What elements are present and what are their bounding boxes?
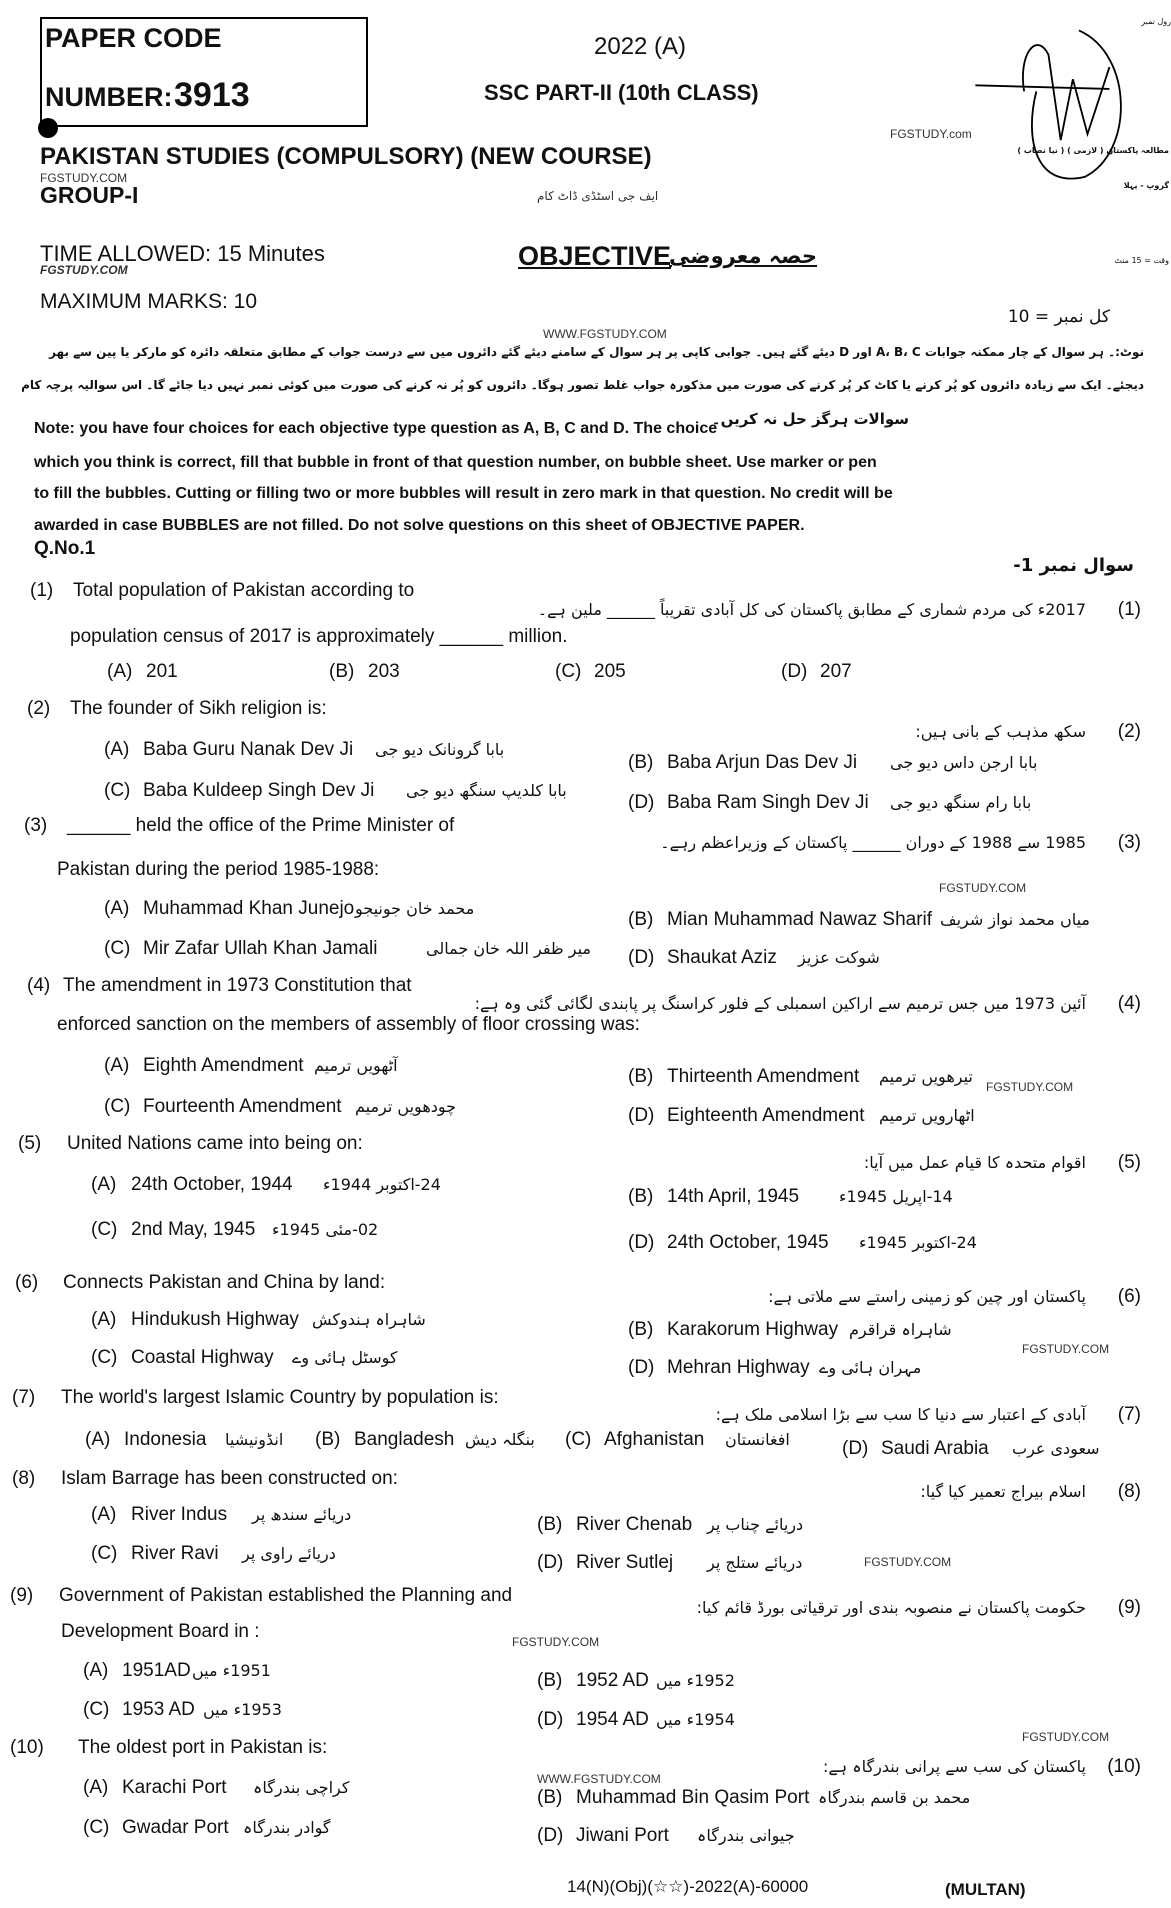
paper-code-footer: 14(N)(Obj)(☆☆)-2022(A)-60000 <box>567 1877 809 1896</box>
question-number-heading: Q.No.1 <box>34 538 96 559</box>
option-letter: (A) <box>83 1777 109 1798</box>
option-letter: (A) <box>91 1309 117 1330</box>
option-text-urdu: گوادر بندرگاہ <box>243 1818 331 1837</box>
option-text-urdu: محمد بن قاسم بندرگاہ <box>818 1788 971 1807</box>
option-text-urdu: آٹھویں ترمیم <box>314 1056 398 1075</box>
option-text-urdu: مہران ہائی وے <box>819 1358 922 1377</box>
question-text-urdu: 1985 سے 1988 کے دوران ______ پاکستان کے وزیراعظم رہے۔ <box>660 833 1086 852</box>
option-text: Baba Arjun Das Dev Ji <box>667 752 858 773</box>
question-text: The world's largest Islamic Country by population is: <box>61 1387 499 1408</box>
watermark: ایف جی اسٹڈی ڈاٹ کام <box>537 189 659 203</box>
option-text: 2nd May, 1945 <box>131 1219 256 1240</box>
option-letter: (A) <box>85 1429 111 1450</box>
watermark: FGSTUDY.com <box>890 127 972 141</box>
option-text-urdu: میر ظفر اللہ خان جمالی <box>426 939 591 958</box>
question-text: Islam Barrage has been constructed on: <box>61 1468 398 1489</box>
option-letter: (A) <box>104 739 130 760</box>
option-text: River Indus <box>131 1504 228 1525</box>
option-text-urdu: جیوانی بندرگاہ <box>697 1826 795 1845</box>
question-text-urdu: حکومت پاکستان نے منصوبہ بندی اور ترقیاتی بورڈ قائم کیا: <box>696 1598 1086 1617</box>
option-text: 14th April, 1945 <box>667 1186 800 1207</box>
option-text-urdu: بابا رام سنگھ دیو جی <box>890 793 1032 812</box>
note-urdu-line: دیجئے۔ ایک سے زیادہ دائروں کو پُر کرنے یا کاٹ کر پُر کرنے کی صورت میں مذکورہ جواب غلط تصور ہوگا۔ دائروں کو پُر نہ کرنے کی صورت میں کوئی نمبر نہیں دیا جائے گا۔ اس سوالیہ پرچہ کام <box>21 378 1144 392</box>
registration-dot <box>38 118 58 138</box>
option-text: Thirteenth Amendment <box>667 1066 860 1087</box>
option-text: Shaukat Aziz <box>667 947 777 968</box>
paper-code-label: PAPER CODE <box>45 23 222 53</box>
option-letter: (A) <box>107 661 133 682</box>
question-text-urdu: 2017ء کی مردم شماری کے مطابق پاکستان کی کل آبادی تقریباً ______ ملین ہے۔ <box>537 600 1086 619</box>
question-text-urdu: اقوام متحدہ کا قیام عمل میں آیا: <box>863 1153 1086 1172</box>
question-number: (7) <box>12 1387 36 1408</box>
question-number: (8) <box>12 1468 36 1489</box>
question-number-urdu: (8) <box>1117 1481 1141 1502</box>
option-text-urdu: شاہراہ ہندوکش <box>312 1310 426 1329</box>
option-text-urdu: 1953ء میں <box>203 1700 282 1719</box>
option-text: Indonesia <box>124 1429 207 1450</box>
option-letter: (D) <box>781 661 808 682</box>
question-text-urdu: آئین 1973 میں جس ترمیم سے اراکین اسمبلی کے فلور کراسنگ پر پابندی لگائی گئی وہ ہے: <box>474 994 1086 1013</box>
group-label-urdu: گروپ - پہلا <box>1123 181 1169 190</box>
option-text-urdu: 02-مئی 1945ء <box>272 1220 379 1239</box>
option-letter: (C) <box>565 1429 592 1450</box>
option-text: 203 <box>368 661 400 682</box>
option-text-urdu: شاہراہ قراقرم <box>849 1320 952 1339</box>
option-letter: (A) <box>91 1174 117 1195</box>
note-line: which you think is correct, fill that bubble in front of that question number, on bubble sheet. Use marker or pen <box>34 454 877 471</box>
question-text: The founder of Sikh religion is: <box>70 698 327 719</box>
option-text: Eighth Amendment <box>143 1055 304 1076</box>
option-text: Mir Zafar Ullah Khan Jamali <box>143 938 378 959</box>
question-text: United Nations came into being on: <box>67 1133 363 1154</box>
roll-number-label: رول نمبر <box>1141 17 1171 26</box>
question-text-urdu: پاکستان کی سب سے پرانی بندرگاہ ہے: <box>823 1757 1086 1776</box>
question-text: Connects Pakistan and China by land: <box>63 1272 386 1293</box>
watermark: FGSTUDY.COM <box>40 171 128 185</box>
watermark: FGSTUDY.COM <box>40 263 128 277</box>
option-letter: (B) <box>628 1066 654 1087</box>
question-number-urdu: (2) <box>1117 721 1141 742</box>
question-number: (3) <box>24 815 48 836</box>
option-letter: (C) <box>91 1347 118 1368</box>
option-text-urdu: کراچی بندرگاہ <box>253 1778 350 1797</box>
option-text: Baba Ram Singh Dev Ji <box>667 792 869 813</box>
question-number-urdu: (7) <box>1117 1404 1141 1425</box>
option-letter: (D) <box>537 1709 564 1730</box>
option-letter: (A) <box>83 1660 109 1681</box>
note-line: Note: you have four choices for each objective type question as A, B, C and D. The choice <box>34 420 718 437</box>
option-text: Karakorum Highway <box>667 1319 839 1340</box>
option-text-urdu: دریائے سندھ پر <box>252 1505 352 1524</box>
option-text-urdu: بابا گرونانک دیو جی <box>375 740 505 759</box>
option-letter: (B) <box>537 1514 563 1535</box>
section-title: OBJECTIVE <box>518 241 672 271</box>
option-letter: (C) <box>83 1699 110 1720</box>
option-text-urdu: 1954ء میں <box>656 1710 735 1729</box>
option-letter: (B) <box>329 661 355 682</box>
option-letter: (C) <box>83 1817 110 1838</box>
option-text: 207 <box>820 661 852 682</box>
watermark: FGSTUDY.COM <box>512 1635 600 1649</box>
option-text-urdu: بنگلہ دیش <box>465 1430 535 1449</box>
option-text-urdu: سعودی عرب <box>1012 1439 1100 1458</box>
option-text: Hindukush Highway <box>131 1309 299 1330</box>
watermark: WWW.FGSTUDY.COM <box>543 327 667 341</box>
option-text: River Ravi <box>131 1543 219 1564</box>
question-text: population census of 2017 is approximately ______ million. <box>70 626 568 647</box>
question-number-urdu: (4) <box>1117 993 1141 1014</box>
question-number: (9) <box>10 1585 34 1606</box>
option-text-urdu: شوکت عزیز <box>798 948 880 967</box>
section-title-urdu: حصہ معروضی <box>669 244 817 268</box>
option-letter: (C) <box>91 1219 118 1240</box>
option-letter: (D) <box>628 1232 655 1253</box>
option-text: Karachi Port <box>122 1777 227 1798</box>
option-text: Afghanistan <box>604 1429 705 1450</box>
paper-number: 3913 <box>174 76 250 114</box>
option-text: Jiwani Port <box>576 1825 669 1846</box>
option-text: 1952 AD <box>576 1670 649 1691</box>
option-text-urdu: تیرھویں ترمیم <box>879 1067 973 1086</box>
question-number-heading-urdu: سوال نمبر 1- <box>1013 555 1134 576</box>
option-letter: (B) <box>537 1787 563 1808</box>
question-number: (1) <box>30 580 54 601</box>
maximum-marks: MAXIMUM MARKS: 10 <box>40 290 258 313</box>
option-text-urdu: کوسٹل ہائی وے <box>292 1348 398 1367</box>
watermark: FGSTUDY.COM <box>864 1555 952 1569</box>
board-name: (MULTAN) <box>945 1880 1026 1899</box>
option-text: 205 <box>594 661 626 682</box>
question-text-urdu: سکھ مذہب کے بانی ہیں: <box>915 722 1086 741</box>
option-text: Saudi Arabia <box>881 1438 989 1459</box>
option-letter: (B) <box>315 1429 341 1450</box>
note-line: to fill the bubbles. Cutting or filling two or more bubbles will result in zero mark in that question. No credit will be <box>34 485 893 502</box>
option-text-urdu: 1951ء میں <box>192 1661 271 1680</box>
maximum-marks-urdu: کل نمبر = 10 <box>1007 307 1110 327</box>
option-text-urdu: بابا ارجن داس دیو جی <box>890 753 1038 772</box>
option-text-urdu: محمد خان جونیجو <box>355 899 475 918</box>
option-letter: (A) <box>104 898 130 919</box>
option-text: Baba Kuldeep Singh Dev Ji <box>143 780 375 801</box>
watermark: WWW.FGSTUDY.COM <box>537 1772 661 1786</box>
note-urdu-line: نوٹ:۔ ہر سوال کے چار ممکنہ جوابات A، B، C اور D دیئے گئے ہیں۔ جوابی کاپی پر ہر سوال کے سامنے دیئے گئے دائروں میں سے درست جواب کے مطابق متعلقہ دائرہ کو مارکر یا پین سے بھر <box>49 345 1144 359</box>
question-text: The amendment in 1973 Constitution that <box>63 975 412 996</box>
option-text: 1953 AD <box>122 1699 195 1720</box>
subject-title-urdu: مطالعہ پاکستان ( لازمی ) ( نیا نصاب ) <box>1017 146 1169 155</box>
question-number: (10) <box>10 1737 44 1758</box>
group-label: GROUP-I <box>40 182 139 208</box>
option-letter: (B) <box>628 752 654 773</box>
option-letter: (D) <box>537 1552 564 1573</box>
question-number: (4) <box>27 975 51 996</box>
option-letter: (A) <box>91 1504 117 1525</box>
option-text: River Sutlej <box>576 1552 674 1573</box>
option-text-urdu: 1952ء میں <box>656 1671 735 1690</box>
option-text: River Chenab <box>576 1514 693 1535</box>
question-number-urdu: (3) <box>1117 832 1141 853</box>
option-text-urdu: 14-اپریل 1945ء <box>839 1187 953 1206</box>
option-letter: (B) <box>628 1186 654 1207</box>
option-letter: (D) <box>628 947 655 968</box>
option-text-urdu: 24-اکتوبر 1945ء <box>859 1233 977 1252</box>
note-line: awarded in case BUBBLES are not filled. Do not solve questions on this sheet of OBJECTIVE PAPER. <box>34 517 805 534</box>
option-text-urdu: چودھویں ترمیم <box>355 1097 457 1116</box>
question-text: Government of Pakistan established the Planning and <box>59 1585 513 1606</box>
watermark: FGSTUDY.COM <box>986 1080 1074 1094</box>
option-letter: (B) <box>628 1319 654 1340</box>
question-number: (2) <box>27 698 51 719</box>
option-text: 24th October, 1945 <box>667 1232 829 1253</box>
option-text: Gwadar Port <box>122 1817 229 1838</box>
watermark: FGSTUDY.COM <box>1022 1342 1110 1356</box>
watermark: FGSTUDY.COM <box>1022 1730 1110 1744</box>
question-text-urdu: اسلام بیراج تعمیر کیا گیا: <box>920 1482 1086 1501</box>
option-letter: (D) <box>628 1105 655 1126</box>
question-number-urdu: (1) <box>1117 599 1141 620</box>
option-letter: (D) <box>537 1825 564 1846</box>
question-text: Pakistan during the period 1985-1988: <box>57 859 380 880</box>
exam-year: 2022 (A) <box>594 33 687 60</box>
option-text: Muhammad Bin Qasim Port <box>576 1787 810 1808</box>
question-text-urdu: پاکستان اور چین کو زمینی راستے سے ملاتی ہے: <box>768 1287 1086 1306</box>
option-text: Baba Guru Nanak Dev Ji <box>143 739 354 760</box>
option-text: Coastal Highway <box>131 1347 274 1368</box>
question-text: Development Board in : <box>61 1621 260 1642</box>
question-text: enforced sanction on the members of assembly of floor crossing was: <box>57 1014 640 1035</box>
option-text: Fourteenth Amendment <box>143 1096 342 1117</box>
option-text: 201 <box>146 661 178 682</box>
option-letter: (D) <box>628 792 655 813</box>
option-letter: (B) <box>537 1670 563 1691</box>
option-text-urdu: انڈونیشیا <box>225 1430 284 1449</box>
option-letter: (B) <box>628 909 654 930</box>
option-letter: (A) <box>104 1055 130 1076</box>
question-text: ______ held the office of the Prime Minister of <box>67 815 455 836</box>
option-letter: (C) <box>104 780 131 801</box>
question-number-urdu: (6) <box>1117 1286 1141 1307</box>
time-allowed: TIME ALLOWED: 15 Minutes <box>40 241 325 266</box>
subject-title: PAKISTAN STUDIES (COMPULSORY) (NEW COURSE) <box>40 143 652 170</box>
option-letter: (D) <box>842 1438 869 1459</box>
option-text: Eighteenth Amendment <box>667 1105 865 1126</box>
number-label: NUMBER: <box>45 82 173 112</box>
option-text-urdu: افغانستان <box>725 1430 790 1449</box>
class-title: SSC PART-II (10th CLASS) <box>484 80 759 105</box>
watermark: FGSTUDY.COM <box>939 881 1027 895</box>
question-number: (5) <box>18 1133 42 1154</box>
option-text-urdu: اٹھارویں ترمیم <box>879 1106 975 1125</box>
option-text: Mian Muhammad Nawaz Sharif <box>667 909 933 930</box>
option-letter: (D) <box>628 1357 655 1378</box>
question-number-urdu: (10) <box>1107 1756 1141 1777</box>
option-text: Muhammad Khan Junejo <box>143 898 355 919</box>
question-text: The oldest port in Pakistan is: <box>78 1737 328 1758</box>
note-urdu-line: سوالات ہرگز حل نہ کریں۔ <box>711 410 909 428</box>
option-text: 1951AD <box>122 1660 191 1681</box>
question-number: (6) <box>15 1272 39 1293</box>
option-letter: (C) <box>91 1543 118 1564</box>
option-letter: (C) <box>104 938 131 959</box>
option-text-urdu: دریائے ستلج پر <box>707 1553 803 1572</box>
question-text: Total population of Pakistan according to <box>73 580 415 601</box>
question-text-urdu: آبادی کے اعتبار سے دنیا کا سب سے بڑا اسلامی ملک ہے: <box>715 1405 1086 1424</box>
question-number-urdu: (5) <box>1117 1152 1141 1173</box>
option-letter: (C) <box>104 1096 131 1117</box>
option-text-urdu: 24-اکتوبر 1944ء <box>323 1175 441 1194</box>
option-text: 24th October, 1944 <box>131 1174 293 1195</box>
signature-mark <box>951 6 1146 189</box>
option-text: Bangladesh <box>354 1429 455 1450</box>
option-text: 1954 AD <box>576 1709 649 1730</box>
option-text-urdu: دریائے راوی پر <box>242 1544 336 1563</box>
option-text: Mehran Highway <box>667 1357 810 1378</box>
option-text-urdu: دریائے چناب پر <box>707 1515 804 1534</box>
question-number-urdu: (9) <box>1117 1597 1141 1618</box>
option-text-urdu: میاں محمد نواز شریف <box>940 910 1090 929</box>
option-letter: (C) <box>555 661 582 682</box>
option-text-urdu: بابا کلدیپ سنگھ دیو جی <box>406 781 567 800</box>
time-allowed-urdu: وقت = 15 منٹ <box>1114 256 1169 265</box>
